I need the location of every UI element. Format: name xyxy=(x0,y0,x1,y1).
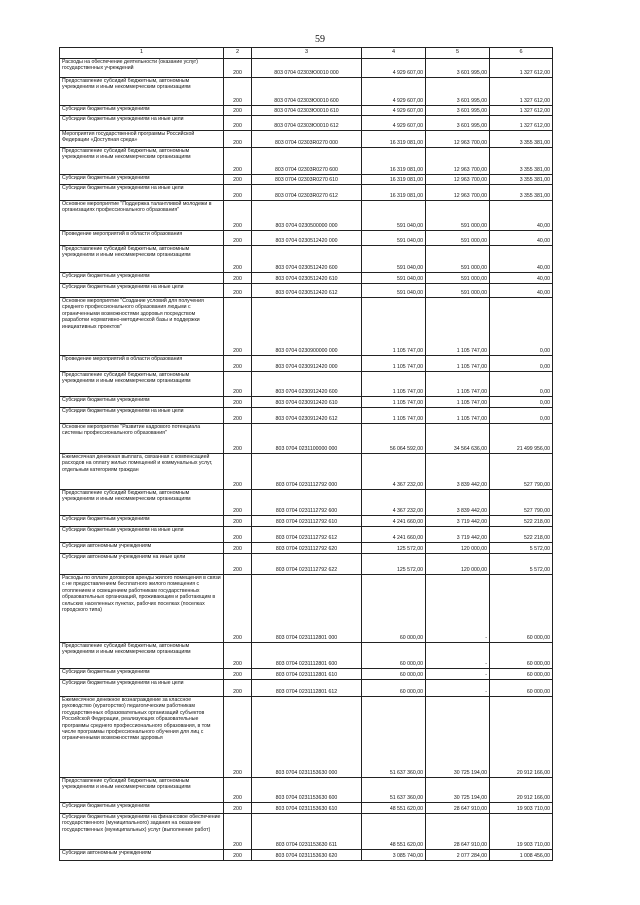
row-kbk: 803 0704 0231112801 600 xyxy=(252,643,362,669)
row-total: 1 105 747,00 xyxy=(362,397,426,408)
table-row xyxy=(60,356,553,372)
row-code: 200 xyxy=(224,527,252,543)
row-executed: 12 963 700,00 xyxy=(426,148,490,175)
table-row xyxy=(60,106,553,116)
row-total: 4 929 607,00 xyxy=(362,106,426,116)
row-code: 200 xyxy=(224,201,252,231)
row-total: 48 551 620,00 xyxy=(362,803,426,814)
row-kbk: 803 0704 0230500000 000 xyxy=(252,201,362,231)
row-executed: 591 000,00 xyxy=(426,273,490,284)
row-kbk: 803 0704 0231112792 612 xyxy=(252,527,362,543)
row-code: 200 xyxy=(224,554,252,575)
row-name: Субсидии бюджетным учреждениям на финансовое обеспечение государственного (муниципального) задания на оказание государственных (муниципальных) услуг (выполнение работ) xyxy=(60,814,224,850)
row-name: Субсидии бюджетным учреждениям xyxy=(60,175,224,185)
table-row xyxy=(60,408,553,424)
row-kbk: 803 0704 0230912420 000 xyxy=(252,356,362,372)
table-row xyxy=(60,273,553,284)
row-remainder: 527 790,00 xyxy=(490,454,553,490)
row-executed: - xyxy=(426,669,490,680)
row-kbk: 803 0704 0230512420 612 xyxy=(252,284,362,298)
row-remainder: 60 000,00 xyxy=(490,669,553,680)
table-row xyxy=(60,516,553,527)
row-executed: 1 105 747,00 xyxy=(426,397,490,408)
row-code: 200 xyxy=(224,490,252,516)
table-header-row xyxy=(60,48,553,59)
table-row xyxy=(60,490,553,516)
row-code: 200 xyxy=(224,516,252,527)
table-row xyxy=(60,643,553,669)
row-executed: 3 719 442,00 xyxy=(426,527,490,543)
row-name: Субсидии автономным учреждениям на иные цели xyxy=(60,554,224,575)
table-row xyxy=(60,131,553,148)
column-header: 6 xyxy=(490,48,553,59)
table-row xyxy=(60,59,553,78)
row-total: 48 551 620,00 xyxy=(362,814,426,850)
row-total: 56 064 592,00 xyxy=(362,424,426,454)
row-executed: 12 963 700,00 xyxy=(426,175,490,185)
row-code: 200 xyxy=(224,175,252,185)
row-kbk: 803 0704 0230912420 600 xyxy=(252,372,362,397)
table-row xyxy=(60,527,553,543)
row-executed: 3 601 995,00 xyxy=(426,59,490,78)
row-remainder: 60 000,00 xyxy=(490,680,553,697)
row-code: 200 xyxy=(224,454,252,490)
row-kbk: 803 0704 02303Ю0010 612 xyxy=(252,116,362,131)
row-remainder: 40,00 xyxy=(490,284,553,298)
row-total: 591 040,00 xyxy=(362,201,426,231)
row-remainder: 3 355 381,00 xyxy=(490,185,553,201)
row-code: 200 xyxy=(224,148,252,175)
row-code: 200 xyxy=(224,59,252,78)
row-executed: 3 719 442,00 xyxy=(426,516,490,527)
row-name: Субсидии автономным учреждениям xyxy=(60,543,224,554)
row-kbk: 803 0704 0231112792 610 xyxy=(252,516,362,527)
table-row xyxy=(60,697,553,778)
row-executed: 12 963 700,00 xyxy=(426,131,490,148)
table-row xyxy=(60,78,553,106)
budget-table xyxy=(59,47,553,861)
row-kbk: 803 0704 0231153630 600 xyxy=(252,778,362,803)
row-code: 200 xyxy=(224,273,252,284)
row-kbk: 803 0704 0230512420 600 xyxy=(252,246,362,273)
row-kbk: 803 0704 0231153630 000 xyxy=(252,697,362,778)
row-name: Субсидии бюджетным учреждениям на иные цели xyxy=(60,527,224,543)
table-row xyxy=(60,397,553,408)
table-row xyxy=(60,680,553,697)
row-remainder: 0,00 xyxy=(490,408,553,424)
row-total: 60 000,00 xyxy=(362,575,426,643)
row-total: 60 000,00 xyxy=(362,669,426,680)
row-remainder: 522 218,00 xyxy=(490,527,553,543)
table-row xyxy=(60,372,553,397)
table-row xyxy=(60,814,553,850)
column-header: 4 xyxy=(362,48,426,59)
row-code: 200 xyxy=(224,298,252,356)
row-total: 51 637 360,00 xyxy=(362,778,426,803)
row-name: Субсидии бюджетным учреждениям на иные цели xyxy=(60,408,224,424)
row-remainder: 3 355 381,00 xyxy=(490,148,553,175)
row-kbk: 803 0704 0231153630 611 xyxy=(252,814,362,850)
row-executed: 28 647 910,00 xyxy=(426,814,490,850)
column-header: 3 xyxy=(252,48,362,59)
table-row xyxy=(60,778,553,803)
row-code: 200 xyxy=(224,397,252,408)
row-remainder: 1 327 612,00 xyxy=(490,59,553,78)
row-code: 200 xyxy=(224,669,252,680)
row-name: Субсидии бюджетным учреждениям на иные цели xyxy=(60,116,224,131)
row-remainder: 1 008 456,00 xyxy=(490,850,553,861)
row-executed: - xyxy=(426,680,490,697)
row-code: 200 xyxy=(224,643,252,669)
row-remainder: 1 327 612,00 xyxy=(490,116,553,131)
row-kbk: 803 0704 0230912420 610 xyxy=(252,397,362,408)
row-kbk: 803 0704 0231112801 610 xyxy=(252,669,362,680)
row-name: Предоставление субсидий бюджетным, автономным учреждениям и иным некоммерческим организациям xyxy=(60,490,224,516)
row-code: 200 xyxy=(224,543,252,554)
row-name: Предоставление субсидий бюджетным, автономным учреждениям и иным некоммерческим организациям xyxy=(60,78,224,106)
row-total: 16 319 081,00 xyxy=(362,185,426,201)
row-executed: 591 000,00 xyxy=(426,246,490,273)
row-name: Основное мероприятие "Развитие кадрового потенциала системы профессионального образования" xyxy=(60,424,224,454)
table-row xyxy=(60,575,553,643)
row-code: 200 xyxy=(224,246,252,273)
column-header: 1 xyxy=(60,48,224,59)
row-kbk: 803 0704 0231153630 620 xyxy=(252,850,362,861)
row-code: 200 xyxy=(224,814,252,850)
row-total: 3 085 740,00 xyxy=(362,850,426,861)
row-code: 200 xyxy=(224,131,252,148)
row-name: Субсидии бюджетным учреждениям xyxy=(60,516,224,527)
row-executed: 30 725 194,00 xyxy=(426,778,490,803)
row-remainder: 60 000,00 xyxy=(490,643,553,669)
row-executed: 591 000,00 xyxy=(426,201,490,231)
row-kbk: 803 0704 02303R0270 612 xyxy=(252,185,362,201)
row-name: Предоставление субсидий бюджетным, автономным учреждениям и иным некоммерческим организациям xyxy=(60,643,224,669)
row-kbk: 803 0704 0230912420 612 xyxy=(252,408,362,424)
row-remainder: 5 572,00 xyxy=(490,554,553,575)
table-row xyxy=(60,148,553,175)
row-code: 200 xyxy=(224,850,252,861)
table-row xyxy=(60,201,553,231)
row-total: 1 105 747,00 xyxy=(362,356,426,372)
row-kbk: 803 0704 0231153630 610 xyxy=(252,803,362,814)
row-code: 200 xyxy=(224,116,252,131)
row-total: 4 241 660,00 xyxy=(362,527,426,543)
row-remainder: 40,00 xyxy=(490,246,553,273)
row-total: 60 000,00 xyxy=(362,680,426,697)
row-remainder: 5 572,00 xyxy=(490,543,553,554)
row-executed: 34 564 636,00 xyxy=(426,424,490,454)
row-executed: 1 105 747,00 xyxy=(426,408,490,424)
row-executed: 12 963 700,00 xyxy=(426,185,490,201)
row-name: Субсидии бюджетным учреждениям xyxy=(60,273,224,284)
table-row xyxy=(60,175,553,185)
row-total: 60 000,00 xyxy=(362,643,426,669)
table-row xyxy=(60,116,553,131)
row-remainder: 0,00 xyxy=(490,372,553,397)
row-executed: 3 839 442,00 xyxy=(426,454,490,490)
column-header: 2 xyxy=(224,48,252,59)
row-name: Субсидии автономным учреждениям xyxy=(60,850,224,861)
table-row xyxy=(60,554,553,575)
row-total: 1 105 747,00 xyxy=(362,298,426,356)
row-name: Предоставление субсидий бюджетным, автономным учреждениям и иным некоммерческим организациям xyxy=(60,148,224,175)
row-executed: 3 601 995,00 xyxy=(426,116,490,131)
row-executed: 1 105 747,00 xyxy=(426,298,490,356)
row-total: 51 637 360,00 xyxy=(362,697,426,778)
row-remainder: 527 790,00 xyxy=(490,490,553,516)
row-total: 1 105 747,00 xyxy=(362,408,426,424)
row-remainder: 20 912 166,00 xyxy=(490,778,553,803)
row-code: 200 xyxy=(224,697,252,778)
table-row xyxy=(60,850,553,861)
row-remainder: 0,00 xyxy=(490,397,553,408)
row-total: 591 040,00 xyxy=(362,231,426,246)
row-executed: 591 000,00 xyxy=(426,231,490,246)
table-row xyxy=(60,231,553,246)
row-remainder: 19 903 710,00 xyxy=(490,814,553,850)
table-row xyxy=(60,543,553,554)
row-executed: 3 839 442,00 xyxy=(426,490,490,516)
row-name: Субсидии бюджетным учреждениям xyxy=(60,803,224,814)
row-total: 591 040,00 xyxy=(362,246,426,273)
row-kbk: 803 0704 0230512420 610 xyxy=(252,273,362,284)
row-remainder: 0,00 xyxy=(490,356,553,372)
row-code: 200 xyxy=(224,424,252,454)
row-code: 200 xyxy=(224,185,252,201)
column-header: 5 xyxy=(426,48,490,59)
page-number: 59 xyxy=(315,34,325,45)
row-code: 200 xyxy=(224,284,252,298)
row-executed: 28 647 910,00 xyxy=(426,803,490,814)
row-remainder: 19 903 710,00 xyxy=(490,803,553,814)
row-code: 200 xyxy=(224,778,252,803)
row-code: 200 xyxy=(224,106,252,116)
row-total: 4 929 607,00 xyxy=(362,78,426,106)
table-row xyxy=(60,424,553,454)
table-row xyxy=(60,803,553,814)
row-code: 200 xyxy=(224,78,252,106)
row-name: Ежемесячное денежное вознаграждение за классное руководство (кураторство) педагогическим работникам государственных образовательных организаций субъектов Российской Федерации, реализующих образовательные программы среднего профессионального образования, в том числе программы профессионального обучения для лиц с ограниченными возможностями здоровья xyxy=(60,697,224,778)
row-executed: 120 000,00 xyxy=(426,554,490,575)
row-remainder: 1 327 612,00 xyxy=(490,78,553,106)
row-code: 200 xyxy=(224,372,252,397)
row-kbk: 803 0704 0231112792 000 xyxy=(252,454,362,490)
row-remainder: 0,00 xyxy=(490,298,553,356)
row-code: 200 xyxy=(224,575,252,643)
row-total: 4 367 232,00 xyxy=(362,490,426,516)
row-kbk: 803 0704 02303Ю0010 000 xyxy=(252,59,362,78)
row-code: 200 xyxy=(224,408,252,424)
row-total: 4 929 607,00 xyxy=(362,59,426,78)
row-name: Мероприятия государственной программы Российской Федерации «Доступная среда» xyxy=(60,131,224,148)
row-kbk: 803 0704 02303R0270 600 xyxy=(252,148,362,175)
row-total: 4 241 660,00 xyxy=(362,516,426,527)
row-executed: 1 105 747,00 xyxy=(426,372,490,397)
row-remainder: 21 499 956,00 xyxy=(490,424,553,454)
row-kbk: 803 0704 0231112801 000 xyxy=(252,575,362,643)
row-name: Предоставление субсидий бюджетным, автономным учреждениям и иным некоммерческим организациям xyxy=(60,246,224,273)
table-row xyxy=(60,185,553,201)
row-total: 16 319 081,00 xyxy=(362,175,426,185)
row-remainder: 1 327 612,00 xyxy=(490,106,553,116)
row-name: Субсидии бюджетным учреждениям xyxy=(60,106,224,116)
row-executed: 1 105 747,00 xyxy=(426,356,490,372)
row-code: 200 xyxy=(224,231,252,246)
row-total: 4 367 232,00 xyxy=(362,454,426,490)
row-executed: 120 000,00 xyxy=(426,543,490,554)
row-name: Ежемесячная денежная выплата, связанная с компенсацией расходов на оплату жилых помещений и коммунальных услуг, отдельным категориям граждан xyxy=(60,454,224,490)
table-row xyxy=(60,298,553,356)
row-name: Субсидии бюджетным учреждениям на иные цели xyxy=(60,680,224,697)
row-kbk: 803 0704 0231112792 600 xyxy=(252,490,362,516)
row-kbk: 803 0704 0231112792 620 xyxy=(252,543,362,554)
row-name: Субсидии бюджетным учреждениям xyxy=(60,669,224,680)
row-kbk: 803 0704 0231112801 612 xyxy=(252,680,362,697)
row-code: 200 xyxy=(224,356,252,372)
row-executed: 2 077 284,00 xyxy=(426,850,490,861)
row-kbk: 803 0704 0231112792 622 xyxy=(252,554,362,575)
row-executed: 3 601 995,00 xyxy=(426,106,490,116)
row-name: Расходы по оплате договоров аренды жилого помещения в связи с не предоставлением бесплатного жилого помещения с отоплением и освещением работникам государственных образовательных организаций, проживающим и работающим в сельских населенных пунктах, рабочих поселках (поселках городского типа) xyxy=(60,575,224,643)
row-total: 591 040,00 xyxy=(362,284,426,298)
row-name: Основное мероприятие "Создание условий для получения среднего профессионального образования людьми с ограниченными возможностями здоровья посредством разработки нормативно-методической базы и поддержки инициативных проектов" xyxy=(60,298,224,356)
row-remainder: 40,00 xyxy=(490,273,553,284)
row-kbk: 803 0704 02303Ю0010 600 xyxy=(252,78,362,106)
row-executed: 30 725 194,00 xyxy=(426,697,490,778)
row-executed: - xyxy=(426,643,490,669)
row-total: 591 040,00 xyxy=(362,273,426,284)
row-total: 1 105 747,00 xyxy=(362,372,426,397)
row-name: Субсидии бюджетным учреждениям на иные цели xyxy=(60,284,224,298)
table-row xyxy=(60,454,553,490)
row-name: Расходы на обеспечение деятельности (оказание услуг) государственных учреждений xyxy=(60,59,224,78)
row-remainder: 3 355 381,00 xyxy=(490,175,553,185)
row-total: 16 319 081,00 xyxy=(362,131,426,148)
row-name: Предоставление субсидий бюджетным, автономным учреждениям и иным некоммерческим организациям xyxy=(60,372,224,397)
row-kbk: 803 0704 0230900000 000 xyxy=(252,298,362,356)
row-name: Предоставление субсидий бюджетным, автономным учреждениям и иным некоммерческим организациям xyxy=(60,778,224,803)
row-total: 125 572,00 xyxy=(362,543,426,554)
row-remainder: 60 000,00 xyxy=(490,575,553,643)
row-name: Субсидии бюджетным учреждениям на иные цели xyxy=(60,185,224,201)
row-total: 4 929 607,00 xyxy=(362,116,426,131)
row-executed: 591 000,00 xyxy=(426,284,490,298)
row-total: 16 319 081,00 xyxy=(362,148,426,175)
row-name: Субсидии бюджетным учреждениям xyxy=(60,397,224,408)
row-code: 200 xyxy=(224,680,252,697)
row-name: Проведение мероприятий в области образования xyxy=(60,356,224,372)
row-remainder: 3 355 381,00 xyxy=(490,131,553,148)
table-row xyxy=(60,246,553,273)
row-name: Основное мероприятие "Поддержка талантливой молодежи в организациях профессионального образования" xyxy=(60,201,224,231)
row-kbk: 803 0704 02303R0270 000 xyxy=(252,131,362,148)
table-row xyxy=(60,284,553,298)
row-code: 200 xyxy=(224,803,252,814)
row-remainder: 522 218,00 xyxy=(490,516,553,527)
row-remainder: 20 912 166,00 xyxy=(490,697,553,778)
row-executed: - xyxy=(426,575,490,643)
row-kbk: 803 0704 0230512420 000 xyxy=(252,231,362,246)
table-row xyxy=(60,669,553,680)
row-total: 125 572,00 xyxy=(362,554,426,575)
row-kbk: 803 0704 02303Ю0010 610 xyxy=(252,106,362,116)
row-kbk: 803 0704 02303R0270 610 xyxy=(252,175,362,185)
row-kbk: 803 0704 0231100000 000 xyxy=(252,424,362,454)
row-remainder: 40,00 xyxy=(490,231,553,246)
row-executed: 3 601 995,00 xyxy=(426,78,490,106)
row-name: Проведение мероприятий в области образования xyxy=(60,231,224,246)
row-remainder: 40,00 xyxy=(490,201,553,231)
